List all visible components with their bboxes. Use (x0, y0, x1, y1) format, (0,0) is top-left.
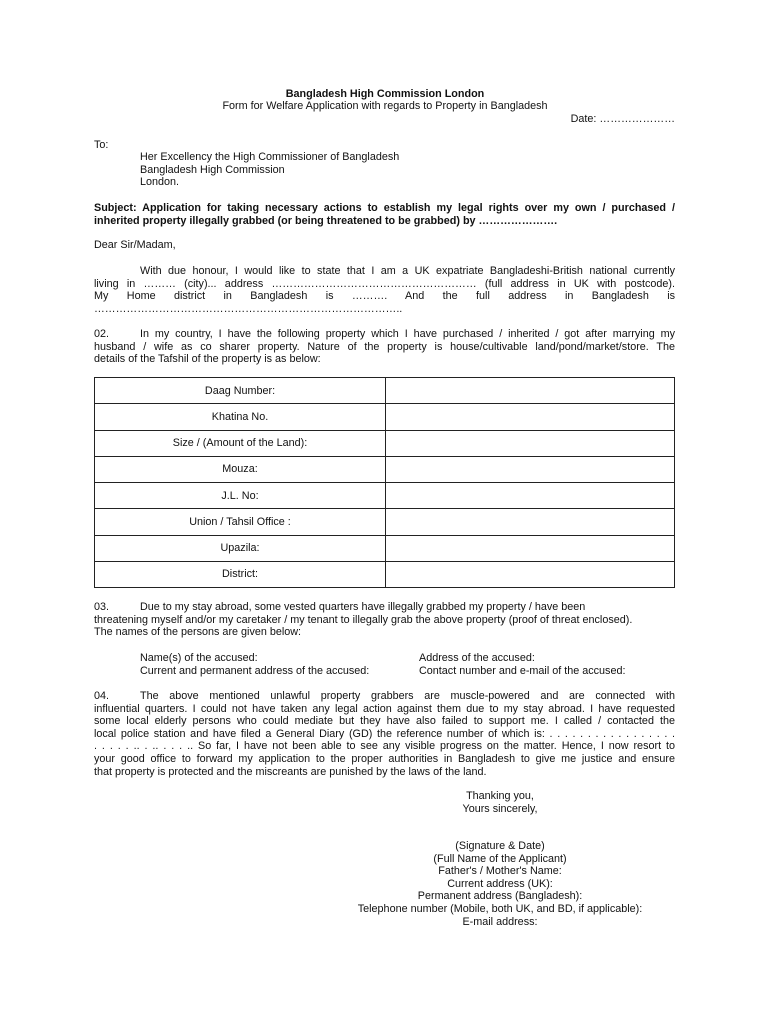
accused-contact-label: Contact number and e-mail of the accused: (419, 664, 626, 677)
recipient-block (140, 151, 399, 189)
table-value-cell[interactable] (386, 430, 675, 456)
to-label: To: (94, 139, 109, 151)
signature-line: Permanent address (Bangladesh): (417, 890, 583, 903)
signature-line: (Full Name of the Applicant) (433, 852, 567, 865)
form-subtitle: Form for Welfare Application with regards to Property in Bangladesh (222, 100, 548, 112)
table-row (95, 535, 675, 561)
paragraph-line: With due honour, I would like to state that I am a UK expatriate Bangladeshi-British national currently (140, 265, 675, 277)
paragraph-line: that property is protected and the miscreants are punished by the laws of the land. (94, 765, 487, 778)
table-label: J.L. No: (95, 483, 386, 509)
table-value-cell[interactable] (386, 509, 675, 535)
table-label: Daag Number: (95, 378, 386, 404)
paragraph-line: In my country, I have the following property which I have purchased / inherited / got after marrying my (140, 328, 675, 340)
closing-block (420, 790, 580, 815)
paragraph-number: 02. (94, 328, 110, 340)
recipient-line: London. (140, 176, 180, 189)
paragraph-number: 04. (94, 690, 110, 702)
signature-line: Current address (UK): (447, 877, 553, 890)
paragraph-line: living in ……… (city)... address ………………………………………………… (full address in UK with postcode). (94, 277, 675, 290)
paragraph-line: threatening myself and/or my caretaker / my tenant to illegally grab the above property (proof of threat enclosed). (94, 613, 633, 626)
table-value-cell[interactable] (386, 561, 675, 587)
salutation: Dear Sir/Madam, (94, 239, 176, 251)
paragraph-grabbed (94, 601, 675, 639)
paragraph-line: influential quarters. I could not have taken any legal action against them due to my stay abroad. I have requested (94, 702, 675, 715)
table-row (95, 561, 675, 587)
closing-sincerely: Yours sincerely, (462, 802, 538, 815)
table-row (95, 430, 675, 456)
table-value-cell[interactable] (386, 456, 675, 482)
table-label: Khatina No. (95, 404, 386, 430)
paragraph-line: your good office to forward my application to the proper authorities in Bangladesh to give me justice and ensure (94, 752, 675, 765)
date-field[interactable]: Date: ………………… (570, 113, 675, 125)
recipient-line: Her Excellency the High Commissioner of Bangladesh (140, 151, 400, 163)
subject-line: inherited property illegally grabbed (or being threatened to be grabbed) by …………………. (94, 214, 558, 227)
table-row (95, 509, 675, 535)
accused-left (140, 652, 369, 677)
signature-line: Father's / Mother's Name: (438, 865, 562, 878)
accused-address-label: Address of the accused: (419, 652, 535, 664)
table-value-cell[interactable] (386, 535, 675, 561)
paragraph-intro (94, 265, 675, 315)
paragraph-line: local police station and have filed a General Diary (GD) the reference number of which is: . . . . . . . . . . . . . . . . . (94, 727, 675, 740)
table-value-cell[interactable] (386, 378, 675, 404)
paragraph-line: some local elderly persons who could mediate but they have also failed to support me. I called / contacted the (94, 715, 675, 728)
signature-block (330, 840, 670, 928)
table-label: Union / Tahsil Office : (95, 509, 386, 535)
signature-line: E-mail address: (462, 915, 538, 928)
property-details-table (94, 377, 675, 588)
table-value-cell[interactable] (386, 404, 675, 430)
closing-thanks: Thanking you, (466, 790, 534, 802)
table-row (95, 483, 675, 509)
subject-block (94, 202, 675, 227)
table-label: Size / (Amount of the Land): (95, 430, 386, 456)
paragraph-property (94, 328, 675, 366)
accused-current-address-label: Current and permanent address of the accused: (140, 664, 370, 677)
accused-right (419, 652, 625, 677)
paragraph-number: 03. (94, 601, 110, 613)
form-title: Bangladesh High Commission London (285, 88, 485, 100)
table-row (95, 404, 675, 430)
table-row (95, 378, 675, 404)
paragraph-line: details of the Tafshil of the property is as below: (94, 353, 321, 366)
signature-line: (Signature & Date) (455, 840, 545, 852)
paragraph-line: My Home district in Bangladesh is ………. And the full address in Bangladesh is (94, 290, 675, 303)
paragraph-line: The names of the persons are given below: (94, 626, 302, 639)
subject-line: Subject: Application for taking necessary actions to establish my legal rights over my own / purchased / (94, 202, 675, 214)
table-value-cell[interactable] (386, 483, 675, 509)
paragraph-line: ………………………………………………………………………….. (94, 302, 403, 315)
paragraph-line: Due to my stay abroad, some vested quarters have illegally grabbed my property / have been (140, 601, 586, 613)
table-label: Upazila: (95, 535, 386, 561)
signature-line: Telephone number (Mobile, both UK, and BD, if applicable): (357, 902, 643, 915)
paragraph-police (94, 690, 675, 778)
accused-name-label: Name(s) of the accused: (140, 652, 258, 664)
table-label: Mouza: (95, 456, 386, 482)
paragraph-line: husband / wife as co sharer property. Nature of the property is house/cultivable land/pond/market/store. The (94, 340, 675, 353)
paragraph-line: . . . . . .. . .. . . . .. So far, I have not been able to see any visible progress on the matter. Hence, I now resort to (94, 740, 675, 753)
table-label: District: (95, 561, 386, 587)
table-row (95, 456, 675, 482)
recipient-line: Bangladesh High Commission (140, 163, 285, 176)
paragraph-line: The above mentioned unlawful property grabbers are muscle-powered and are connected with (140, 690, 675, 702)
